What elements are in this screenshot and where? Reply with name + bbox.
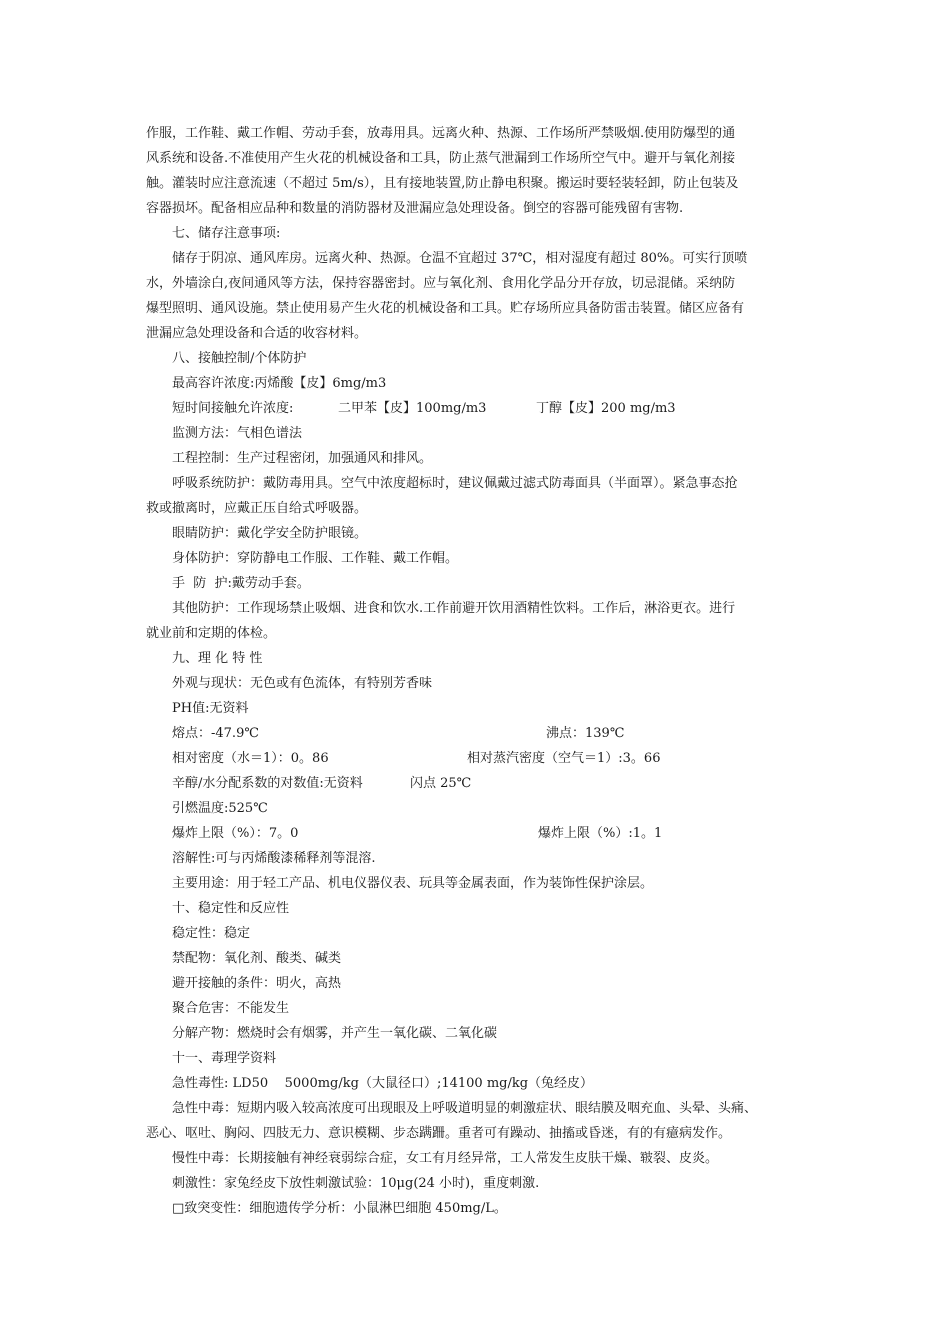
melting-point: 熔点：-47.9℃ [172,726,259,741]
other-protection-cont: 就业前和定期的体检。 [146,626,277,641]
conditions-to-avoid: 避开接触的条件：明火，高热 [172,976,342,991]
section-heading-exposure: 八、接触控制/个体防护 [172,351,307,366]
max-concentration: 最高容许浓度:丙烯酸【皮】6mg/m3 [172,376,387,391]
explosion-lower-limit: 爆炸上限（%）:1。1 [538,826,663,841]
document-page [146,121,808,1221]
partition-flash-row [146,771,808,796]
density-row [146,746,808,771]
acute-toxicity: 急性毒性: LD50 5000mg/kg（大鼠径口）;14100 mg/kg（兔经皮） [172,1076,594,1091]
section-heading-properties: 九、理 化 特 性 [172,651,263,666]
mutagenicity: □致突变性：细胞遗传学分析：小鼠淋巴细胞 450mg/L。 [172,1201,507,1216]
text-line: 容器损坏。配备相应品种和数量的消防器材及泄漏应急处理设备。倒空的容器可能残留有害物. [146,201,684,216]
text-line: 水，外墙涂白,夜间通风等方法，保持容器密封。应与氧化剂、食用化学品分开存放，切忌混储。采纳防 [146,276,736,291]
ph-value: PH值:无资料 [172,701,249,716]
partition-coefficient: 辛醇/水分配系数的对数值:无资料 [172,776,363,791]
boiling-point: 沸点：139℃ [546,726,625,741]
polymerization-hazard: 聚合危害：不能发生 [172,1001,290,1016]
text-line: 作服，工作鞋、戴工作帽、劳动手套，放毒用具。远离火种、热源、工作场所严禁吸烟.使用防爆型的通 [146,126,736,141]
incompatible-materials: 禁配物：氧化剂、酸类、碱类 [172,951,342,966]
eye-protection: 眼睛防护：戴化学安全防护眼镜。 [172,526,368,541]
short-term-xylene: 二甲苯【皮】100mg/m3 [338,401,487,416]
respiratory-protection-cont: 救或撤离时，应戴正压自给式呼吸器。 [146,501,368,516]
acute-poisoning-cont: 恶心、呕吐、胸闷、四肢无力、意识模糊、步态蹒跚。重者可有躁动、抽搐或昏迷，有的有癔病发作。 [146,1126,732,1141]
monitoring-method: 监测方法：气相色谱法 [172,426,303,441]
flash-point: 闪点 25℃ [410,776,472,791]
other-protection: 其他防护：工作现场禁止吸烟、进食和饮水.工作前避开饮用酒精性饮料。工作后，淋浴更衣。进行 [172,601,736,616]
solubility: 溶解性:可与丙烯酸漆稀释剂等混溶. [172,851,376,866]
respiratory-protection: 呼吸系统防护：戴防毒用具。空气中浓度超标时，建议佩戴过滤式防毒面具（半面罩）。紧急事态抢 [172,476,738,491]
hand-protection: 手 防 护:戴劳动手套。 [172,576,310,591]
text-line: 储存于阴凉、通风库房。远离火种、热源。仓温不宜超过 37℃，相对湿度有超过 80%。可实行顶喷 [172,251,748,266]
engineering-control: 工程控制：生产过程密闭，加强通风和排风。 [172,451,433,466]
main-usage: 主要用途：用于轻工产品、机电仪器仪表、玩具等金属表面，作为装饰性保护涂层。 [172,876,654,891]
text-line: 风系统和设备.不准使用产生火花的机械设备和工具，防止蒸气泄漏到工作场所空气中。避开与氧化剂接 [146,151,736,166]
short-term-concentration [146,396,808,421]
irritation: 刺激性：家兔经皮下放性刺激试验：10μg(24 小时)，重度刺激. [172,1176,540,1191]
stability: 稳定性：稳定 [172,926,251,941]
section-heading-toxicology: 十一、毒理学资料 [172,1051,277,1066]
relative-density: 相对密度（水＝1）：0。86 [172,751,329,766]
body-protection: 身体防护：穿防静电工作服、工作鞋、戴工作帽。 [172,551,459,566]
section-heading-stability: 十、稳定性和反应性 [172,901,290,916]
section-heading-storage: 七、储存注意事项: [172,226,281,241]
vapor-density: 相对蒸汽密度（空气＝1）:3。66 [467,751,661,766]
explosion-upper-limit: 爆炸上限（%）：7。0 [172,826,299,841]
melting-boiling-row [146,721,808,746]
text-line: 泄漏应急处理设备和合适的收容材料。 [146,326,368,341]
acute-poisoning: 急性中毒：短期内吸入较高浓度可出现眼及上呼吸道明显的刺激症状、眼结膜及咽充血、头晕、头痛、 [172,1101,758,1116]
text-line: 爆型照明、通风设施。禁止使用易产生火花的机械设备和工具。贮存场所应具备防雷击装置。储区应备有 [146,301,745,316]
decomposition-products: 分解产物：燃烧时会有烟雾，并产生一氧化碳、二氧化碳 [172,1026,498,1041]
short-term-butanol: 丁醇【皮】200 mg/m3 [536,401,676,416]
chronic-poisoning: 慢性中毒：长期接触有神经衰弱综合症，女工有月经异常，工人常发生皮肤干燥、皲裂、皮炎。 [172,1151,719,1166]
appearance: 外观与现状：无色或有色流体，有特别芳香味 [172,676,433,691]
text-line: 触。灌装时应注意流速（不超过 5m/s），且有接地装置,防止静电积聚。搬运时要轻装轻卸，防止包装及 [146,176,739,191]
ignition-temperature: 引燃温度:525℃ [172,801,268,816]
short-term-label: 短时间接触允许浓度: [172,401,294,416]
explosion-limits-row [146,821,808,846]
